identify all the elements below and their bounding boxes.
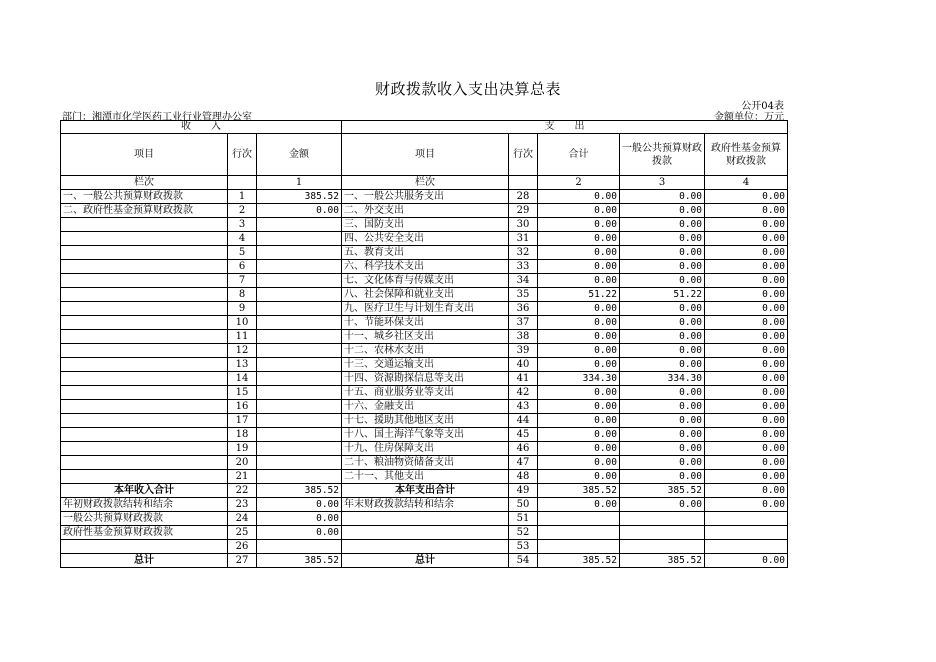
- expense-line-no-cell: 48: [509, 470, 538, 484]
- income-amount-cell: 385.52: [257, 554, 342, 568]
- expense-total-cell: 51.22: [538, 288, 620, 302]
- department-label: 部门：湘潭市化学医药工业行业管理办公室: [62, 112, 252, 123]
- income-item-cell: [61, 386, 228, 400]
- expense-line-no-cell: 41: [509, 372, 538, 386]
- income-line-no-cell: 5: [228, 246, 257, 260]
- table-row: [61, 400, 788, 414]
- expense-item-cell: 二十、粮油物资储备支出: [342, 456, 509, 470]
- expense-total-cell: [538, 526, 620, 540]
- expense-general-budget-cell: [620, 540, 705, 554]
- expense-gov-fund-cell: 0.00: [705, 260, 788, 274]
- expense-line-no-cell: 33: [509, 260, 538, 274]
- income-item-cell: [61, 288, 228, 302]
- table-row: [61, 526, 788, 540]
- expense-total-cell: 0.00: [538, 470, 620, 484]
- expense-gov-fund-cell: 0.00: [705, 288, 788, 302]
- income-item-cell: [61, 428, 228, 442]
- table-row: [61, 232, 788, 246]
- expense-gov-fund-cell: 0.00: [705, 274, 788, 288]
- expense-general-budget-cell: 0.00: [620, 204, 705, 218]
- expense-general-budget-cell: 334.30: [620, 372, 705, 386]
- income-item-cell: [61, 456, 228, 470]
- expense-total-cell: 0.00: [538, 232, 620, 246]
- table-row: [61, 372, 788, 386]
- expense-item-cell: 十三、交通运输支出: [342, 358, 509, 372]
- income-amount-cell: [257, 246, 342, 260]
- table-row: [61, 456, 788, 470]
- expense-total-cell: 0.00: [538, 204, 620, 218]
- income-item-cell: 总计: [61, 554, 228, 568]
- table-row: [61, 470, 788, 484]
- expense-total-cell: 0.00: [538, 414, 620, 428]
- table-row: [61, 302, 788, 316]
- expense-line-no-cell: 40: [509, 358, 538, 372]
- income-line-no-cell: 4: [228, 232, 257, 246]
- expense-line-no-cell: 30: [509, 218, 538, 232]
- income-col-label: 栏次: [61, 176, 228, 190]
- expense-line-no-cell: 31: [509, 232, 538, 246]
- income-item-cell: [61, 344, 228, 358]
- expense-total-cell: 0.00: [538, 246, 620, 260]
- expense-line-no-cell: 46: [509, 442, 538, 456]
- table-row: [61, 358, 788, 372]
- expense-gov-fund-cell: 0.00: [705, 190, 788, 204]
- expense-gov-fund-cell: 0.00: [705, 498, 788, 512]
- expense-line-no-cell: 52: [509, 526, 538, 540]
- income-line-no-cell: 15: [228, 386, 257, 400]
- income-amount-cell: [257, 344, 342, 358]
- income-amount-cell: [257, 386, 342, 400]
- expense-group-header: 支 出: [342, 121, 788, 134]
- expense-total-cell: [538, 540, 620, 554]
- income-amount-cell: 385.52: [257, 484, 342, 498]
- expense-line-no-cell: 32: [509, 246, 538, 260]
- income-line-no-cell: 3: [228, 218, 257, 232]
- income-line-no-cell: 18: [228, 428, 257, 442]
- expense-gov-fund-cell: [705, 540, 788, 554]
- expense-line-no-cell: 37: [509, 316, 538, 330]
- expense-item-cell: 十九、住房保障支出: [342, 442, 509, 456]
- expense-item-cell: [342, 526, 509, 540]
- income-line-no-cell: 27: [228, 554, 257, 568]
- income-line-no-cell: 13: [228, 358, 257, 372]
- expense-item-cell: 二、外交支出: [342, 204, 509, 218]
- expense-gov-fund-cell: [705, 526, 788, 540]
- income-line-no-cell: 10: [228, 316, 257, 330]
- expense-total-cell: 0.00: [538, 260, 620, 274]
- income-amount-cell: [257, 428, 342, 442]
- expense-gov-fund-cell: 0.00: [705, 316, 788, 330]
- income-item-header: 项目: [61, 134, 228, 176]
- expense-total-cell: 0.00: [538, 428, 620, 442]
- expense-general-budget-cell: 0.00: [620, 246, 705, 260]
- income-amount-cell: [257, 400, 342, 414]
- expense-total-header: 合计: [538, 134, 620, 176]
- expense-gov-fund-cell: 0.00: [705, 302, 788, 316]
- income-line-no-cell: 23: [228, 498, 257, 512]
- table-row: [61, 218, 788, 232]
- expense-general-budget-cell: 0.00: [620, 218, 705, 232]
- income-item-cell: [61, 274, 228, 288]
- income-line-no-cell: 26: [228, 540, 257, 554]
- report-title: 财政拨款收入支出决算总表: [374, 80, 561, 98]
- expense-line-no-cell: 54: [509, 554, 538, 568]
- income-amount-cell: [257, 302, 342, 316]
- table-row: [61, 204, 788, 218]
- expense-line-no-cell: 35: [509, 288, 538, 302]
- grand-total-row: [61, 554, 788, 568]
- income-amount-cell: [257, 540, 342, 554]
- expense-general-budget-cell: 0.00: [620, 344, 705, 358]
- expense-item-cell: 十、节能环保支出: [342, 316, 509, 330]
- income-amount-cell: [257, 456, 342, 470]
- income-item-cell: [61, 470, 228, 484]
- income-line-no-cell: 25: [228, 526, 257, 540]
- expense-general-budget-cell: 0.00: [620, 442, 705, 456]
- income-item-cell: [61, 302, 228, 316]
- expense-item-cell: 三、国防支出: [342, 218, 509, 232]
- table-row: [61, 288, 788, 302]
- expense-item-cell: 十一、城乡社区支出: [342, 330, 509, 344]
- expense-general-budget-cell: 0.00: [620, 232, 705, 246]
- expense-item-cell: 总计: [342, 554, 509, 568]
- income-line-no-cell: 21: [228, 470, 257, 484]
- expense-line-no-cell: 50: [509, 498, 538, 512]
- income-item-cell: 政府性基金预算财政拨款: [61, 526, 228, 540]
- expense-total-cell: 0.00: [538, 190, 620, 204]
- income-line-no-cell: 19: [228, 442, 257, 456]
- expense-gov-fund-cell: 0.00: [705, 204, 788, 218]
- expense-item-cell: 十六、金融支出: [342, 400, 509, 414]
- expense-line-no-cell: 42: [509, 386, 538, 400]
- expense-col-blank: [509, 176, 538, 190]
- expense-col-2: 2: [538, 176, 620, 190]
- expense-gov-fund-cell: [705, 512, 788, 526]
- expense-general-budget-cell: 0.00: [620, 302, 705, 316]
- income-amount-cell: [257, 288, 342, 302]
- income-amount-cell: [257, 372, 342, 386]
- expense-gov-fund-cell: 0.00: [705, 330, 788, 344]
- expense-total-cell: 0.00: [538, 344, 620, 358]
- expense-general-budget-cell: 0.00: [620, 386, 705, 400]
- table-row: [61, 442, 788, 456]
- income-amount-header: 金额: [257, 134, 342, 176]
- income-amount-cell: [257, 274, 342, 288]
- income-item-cell: [61, 540, 228, 554]
- expense-col-label: 栏次: [342, 176, 509, 190]
- income-line-no-cell: 6: [228, 260, 257, 274]
- expense-line-no-cell: 51: [509, 512, 538, 526]
- expense-general-budget-cell: 0.00: [620, 456, 705, 470]
- expense-general-budget-cell: 385.52: [620, 484, 705, 498]
- table-row: [61, 512, 788, 526]
- income-amount-cell: [257, 358, 342, 372]
- fiscal-summary-table: [60, 120, 788, 568]
- table-row: [61, 316, 788, 330]
- income-item-cell: 年初财政拨款结转和结余: [61, 498, 228, 512]
- income-amount-cell: [257, 470, 342, 484]
- expense-item-cell: 本年支出合计: [342, 484, 509, 498]
- income-item-cell: [61, 414, 228, 428]
- income-amount-cell: 0.00: [257, 498, 342, 512]
- expense-gov-fund-cell: 0.00: [705, 358, 788, 372]
- income-line-no-cell: 14: [228, 372, 257, 386]
- amount-unit-label: 金额单位：万元: [714, 112, 784, 123]
- table-row: [61, 190, 788, 204]
- expense-general-budget-cell: 51.22: [620, 288, 705, 302]
- table-row: [61, 414, 788, 428]
- income-item-cell: [61, 330, 228, 344]
- expense-total-cell: [538, 512, 620, 526]
- income-line-no-cell: 9: [228, 302, 257, 316]
- expense-gov-fund-cell: 0.00: [705, 554, 788, 568]
- income-item-cell: [61, 358, 228, 372]
- expense-item-cell: 十五、商业服务业等支出: [342, 386, 509, 400]
- income-amount-cell: [257, 330, 342, 344]
- expense-line-no-cell: 39: [509, 344, 538, 358]
- income-group-header: 收 入: [61, 121, 342, 134]
- expense-line-no-cell: 34: [509, 274, 538, 288]
- expense-total-cell: 0.00: [538, 274, 620, 288]
- year-total-row: [61, 484, 788, 498]
- general-budget-header: 一般公共预算财政拨款: [620, 134, 705, 176]
- expense-general-budget-cell: 0.00: [620, 400, 705, 414]
- expense-item-cell: [342, 512, 509, 526]
- income-item-cell: 本年收入合计: [61, 484, 228, 498]
- income-item-cell: [61, 232, 228, 246]
- income-line-no-header: 行次: [228, 134, 257, 176]
- income-item-cell: 一般公共预算财政拨款: [61, 512, 228, 526]
- income-item-cell: 一、一般公共预算财政拨款: [61, 190, 228, 204]
- income-line-no-cell: 24: [228, 512, 257, 526]
- income-col-blank: [228, 176, 257, 190]
- income-line-no-cell: 22: [228, 484, 257, 498]
- income-item-cell: [61, 400, 228, 414]
- expense-line-no-cell: 36: [509, 302, 538, 316]
- income-line-no-cell: 1: [228, 190, 257, 204]
- expense-gov-fund-cell: 0.00: [705, 456, 788, 470]
- expense-gov-fund-cell: 0.00: [705, 428, 788, 442]
- income-item-cell: [61, 316, 228, 330]
- expense-gov-fund-cell: 0.00: [705, 442, 788, 456]
- expense-item-cell: 七、文化体育与传媒支出: [342, 274, 509, 288]
- expense-gov-fund-cell: 0.00: [705, 246, 788, 260]
- expense-general-budget-cell: 0.00: [620, 330, 705, 344]
- expense-gov-fund-cell: 0.00: [705, 400, 788, 414]
- expense-gov-fund-cell: 0.00: [705, 232, 788, 246]
- income-line-no-cell: 16: [228, 400, 257, 414]
- expense-gov-fund-cell: 0.00: [705, 414, 788, 428]
- income-amount-cell: 0.00: [257, 526, 342, 540]
- expense-line-no-cell: 38: [509, 330, 538, 344]
- expense-gov-fund-cell: 0.00: [705, 484, 788, 498]
- income-line-no-cell: 8: [228, 288, 257, 302]
- income-amount-cell: [257, 232, 342, 246]
- income-line-no-cell: 7: [228, 274, 257, 288]
- expense-general-budget-cell: 0.00: [620, 414, 705, 428]
- expense-item-header: 项目: [342, 134, 509, 176]
- table-row: [61, 386, 788, 400]
- income-item-cell: [61, 372, 228, 386]
- expense-general-budget-cell: 0.00: [620, 358, 705, 372]
- income-col-1: 1: [257, 176, 342, 190]
- table-row: [61, 260, 788, 274]
- expense-line-no-cell: 44: [509, 414, 538, 428]
- expense-item-cell: 八、社会保障和就业支出: [342, 288, 509, 302]
- table-row: [61, 428, 788, 442]
- income-line-no-cell: 2: [228, 204, 257, 218]
- expense-gov-fund-cell: 0.00: [705, 386, 788, 400]
- expense-total-cell: 0.00: [538, 386, 620, 400]
- table-row: [61, 344, 788, 358]
- income-item-cell: [61, 260, 228, 274]
- table-row: [61, 540, 788, 554]
- table-row: [61, 330, 788, 344]
- expense-general-budget-cell: 385.52: [620, 554, 705, 568]
- expense-total-cell: 385.52: [538, 484, 620, 498]
- expense-gov-fund-cell: 0.00: [705, 470, 788, 484]
- expense-item-cell: 十八、国土海洋气象等支出: [342, 428, 509, 442]
- income-amount-cell: 385.52: [257, 190, 342, 204]
- expense-item-cell: 五、教育支出: [342, 246, 509, 260]
- income-item-cell: [61, 218, 228, 232]
- expense-line-no-cell: 43: [509, 400, 538, 414]
- expense-item-cell: 六、科学技术支出: [342, 260, 509, 274]
- table-row: [61, 274, 788, 288]
- expense-general-budget-cell: 0.00: [620, 316, 705, 330]
- gov-fund-header: 政府性基金预算财政拨款: [705, 134, 788, 176]
- expense-line-no-cell: 53: [509, 540, 538, 554]
- expense-item-cell: 十四、资源勘探信息等支出: [342, 372, 509, 386]
- expense-total-cell: 334.30: [538, 372, 620, 386]
- expense-item-cell: 九、医疗卫生与计划生育支出: [342, 302, 509, 316]
- income-item-cell: 二、政府性基金预算财政拨款: [61, 204, 228, 218]
- expense-item-cell: 年末财政拨款结转和结余: [342, 498, 509, 512]
- expense-gov-fund-cell: 0.00: [705, 218, 788, 232]
- expense-item-cell: 十七、援助其他地区支出: [342, 414, 509, 428]
- form-number: 公开04表: [741, 101, 784, 112]
- expense-line-no-header: 行次: [509, 134, 538, 176]
- expense-item-cell: 四、公共安全支出: [342, 232, 509, 246]
- expense-gov-fund-cell: 0.00: [705, 372, 788, 386]
- expense-total-cell: 0.00: [538, 400, 620, 414]
- expense-general-budget-cell: [620, 512, 705, 526]
- income-amount-cell: [257, 316, 342, 330]
- expense-line-no-cell: 47: [509, 456, 538, 470]
- expense-general-budget-cell: 0.00: [620, 498, 705, 512]
- expense-general-budget-cell: 0.00: [620, 428, 705, 442]
- table-row: [61, 246, 788, 260]
- expense-total-cell: 0.00: [538, 498, 620, 512]
- income-line-no-cell: 20: [228, 456, 257, 470]
- expense-line-no-cell: 49: [509, 484, 538, 498]
- table-row: [61, 498, 788, 512]
- income-amount-cell: 0.00: [257, 512, 342, 526]
- expense-total-cell: 385.52: [538, 554, 620, 568]
- expense-item-cell: 二十一、其他支出: [342, 470, 509, 484]
- expense-total-cell: 0.00: [538, 302, 620, 316]
- income-item-cell: [61, 442, 228, 456]
- expense-general-budget-cell: 0.00: [620, 274, 705, 288]
- expense-general-budget-cell: 0.00: [620, 260, 705, 274]
- expense-col-3: 3: [620, 176, 705, 190]
- expense-item-cell: [342, 540, 509, 554]
- income-line-no-cell: 11: [228, 330, 257, 344]
- expense-total-cell: 0.00: [538, 316, 620, 330]
- expense-general-budget-cell: 0.00: [620, 470, 705, 484]
- expense-line-no-cell: 28: [509, 190, 538, 204]
- income-amount-cell: [257, 442, 342, 456]
- expense-gov-fund-cell: 0.00: [705, 344, 788, 358]
- income-item-cell: [61, 246, 228, 260]
- expense-item-cell: 十二、农林水支出: [342, 344, 509, 358]
- expense-total-cell: 0.00: [538, 358, 620, 372]
- expense-total-cell: 0.00: [538, 330, 620, 344]
- expense-total-cell: 0.00: [538, 442, 620, 456]
- expense-line-no-cell: 45: [509, 428, 538, 442]
- income-amount-cell: [257, 414, 342, 428]
- expense-item-cell: 一、一般公共服务支出: [342, 190, 509, 204]
- income-amount-cell: [257, 218, 342, 232]
- income-line-no-cell: 17: [228, 414, 257, 428]
- income-amount-cell: [257, 260, 342, 274]
- expense-col-4: 4: [705, 176, 788, 190]
- expense-general-budget-cell: [620, 526, 705, 540]
- expense-total-cell: 0.00: [538, 456, 620, 470]
- income-line-no-cell: 12: [228, 344, 257, 358]
- expense-line-no-cell: 29: [509, 204, 538, 218]
- income-amount-cell: 0.00: [257, 204, 342, 218]
- expense-general-budget-cell: 0.00: [620, 190, 705, 204]
- expense-total-cell: 0.00: [538, 218, 620, 232]
